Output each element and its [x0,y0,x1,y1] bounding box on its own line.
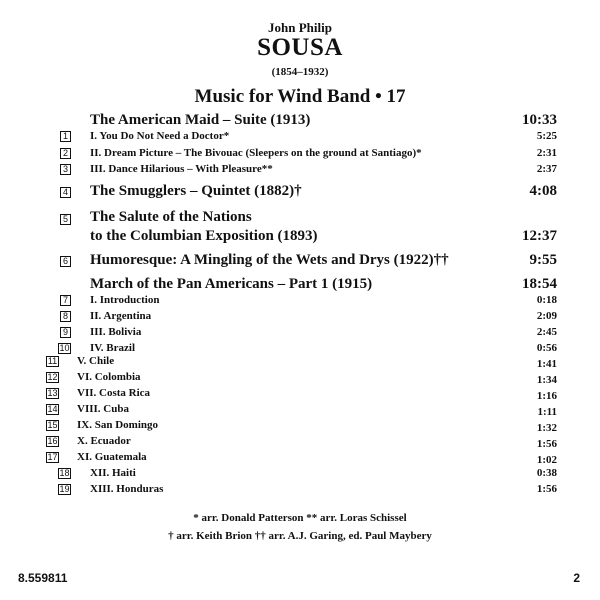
track-number: 18 [59,468,70,478]
album-title: Music for Wind Band • 17 [194,86,406,107]
track-number: 17 [47,452,58,462]
track-number: 12 [47,372,58,382]
track-number: 14 [47,404,58,414]
work-title: March of the Pan Americans – Part 1 (1915) [90,276,373,292]
track-number: 19 [59,484,70,494]
movement-title: III. Dance Hilarious – With Pleasure** [90,163,273,175]
track-number: 13 [47,388,58,398]
work-title-line2: to the Columbian Exposition (1893) [90,228,318,244]
movement-time: 0:56 [536,342,557,354]
track-number: 8 [60,311,71,322]
movement-title: II. Argentina [90,310,152,322]
work-title: Humoresque: A Mingling of the Wets and Drys (1922)†† [90,252,449,268]
track-number: 10 [59,343,70,353]
work-time: 12:37 [522,228,557,244]
track-number: 3 [60,164,71,175]
movement-time: 1:41 [536,358,557,370]
track-number: 1 [60,131,71,142]
composer-last-name: SOUSA [257,34,343,61]
track-number: 15 [47,420,58,430]
track-number: 5 [60,214,71,225]
movement-time: 1:02 [536,454,557,466]
work-time: 9:55 [529,252,557,268]
movement-title: X. Ecuador [77,435,131,447]
track-number: 6 [60,256,71,267]
movement-title: IV. Brazil [90,342,136,354]
movement-time: 0:38 [536,467,557,479]
movement-title: IX. San Domingo [77,419,158,431]
work-time: 10:33 [522,112,557,128]
track-number: 11 [47,356,58,366]
movement-time: 1:34 [536,374,557,386]
track-number: 9 [60,327,71,338]
composer-first-name: John Philip [268,20,332,35]
movement-title: I. You Do Not Need a Doctor* [90,130,230,142]
track-number: 4 [60,187,71,198]
composer-dates: (1854–1932) [271,66,329,78]
track-number: 16 [47,436,58,446]
movement-time: 2:31 [536,147,557,159]
work-time: 18:54 [522,276,557,292]
movement-time: 1:56 [536,483,557,495]
track-number: 7 [60,295,71,306]
movement-time: 0:18 [536,294,557,306]
catalog-number: 8.559811 [18,571,68,585]
movement-time: 1:32 [536,422,557,434]
movement-time: 1:11 [537,406,557,418]
movement-title: VIII. Cuba [77,403,129,415]
work-time: 4:08 [529,183,557,199]
movement-title: II. Dream Picture – The Bivouac (Sleepers on the ground at Santiago)* [90,147,422,159]
movement-title: XII. Haiti [90,467,136,479]
arrangement-note-2: † arr. Keith Brion †† arr. A.J. Garing, ed. Paul Maybery [168,530,432,542]
movement-title: V. Chile [77,355,115,367]
work-title-line1: The Salute of the Nations [90,209,252,225]
page-number: 2 [573,571,580,585]
movement-title: I. Introduction [90,294,160,306]
movement-title: III. Bolivia [90,326,142,338]
movement-time: 2:37 [536,163,557,175]
movement-title: VII. Costa Rica [77,387,151,399]
movement-title: XIII. Honduras [90,483,164,495]
track-number: 2 [60,148,71,159]
movement-time: 1:16 [536,390,557,402]
work-title: The American Maid – Suite (1913) [90,112,311,128]
movement-title: XI. Guatemala [77,451,147,463]
movement-time: 2:09 [536,310,557,322]
movement-time: 1:56 [536,438,557,450]
arrangement-note-1: * arr. Donald Patterson ** arr. Loras Schissel [193,512,407,524]
work-title: The Smugglers – Quintet (1882)† [90,183,302,199]
movement-time: 5:25 [536,130,557,142]
movement-time: 2:45 [536,326,557,338]
movement-title: VI. Colombia [77,371,141,383]
